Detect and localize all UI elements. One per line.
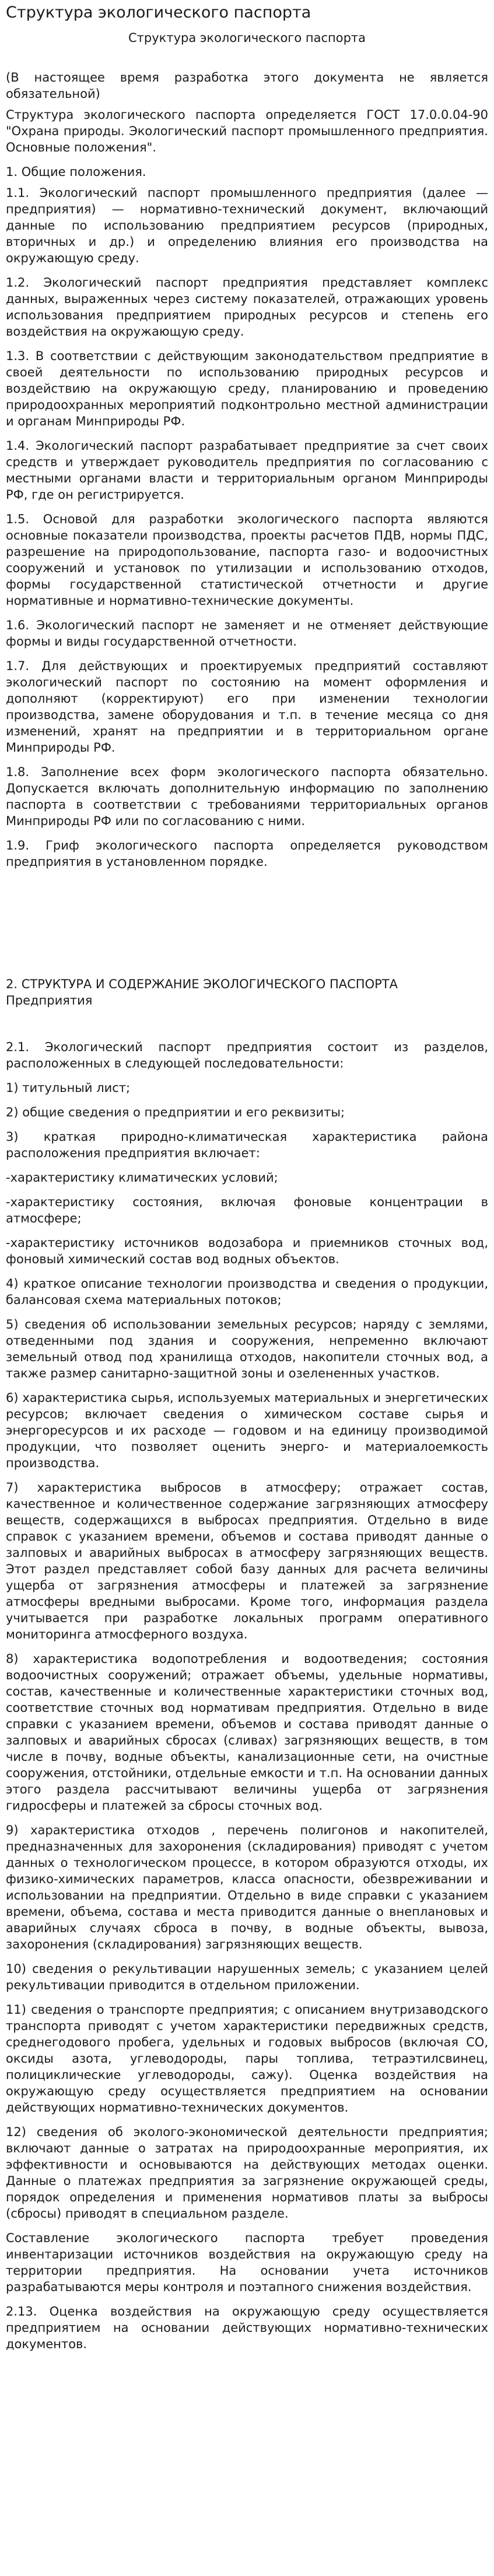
paragraph: 1.2. Экологический паспорт предприятия представляет комплекс данных, выраженных через систему показателей, отражающих уровень использования предприятием природных ресурсов и степень его воздействия на окружающую среду. bbox=[6, 276, 488, 339]
document-subtitle: Структура экологического паспорта bbox=[128, 31, 366, 45]
paragraph: 1.7. Для действующих и проектируемых предприятий составляют экологический паспорт по состоянию на момент оформления и дополняют (корректируют) его при изменении технологии производства, замене оборудования и т.п. в течение месяца со дня изменений, хранят на предприятии и в территориальном органе Минприроды РФ. bbox=[6, 659, 488, 755]
list-item: 6) характеристика сырья, используемых материальных и энергетических ресурсов; включает сведения о химическом составе сырья и энергоресурсов и их расходе — годовом и на единицу производимой продукции, что позволяет оценить энерго- и материалоемкость производства. bbox=[6, 1391, 488, 1470]
list-item: 8) характеристика водопотребления и водоотведения; состояния водоочистных сооружений; отражает объемы, удельные нормативы, состав, качественные и количественные характеристики сточных вод, соответствие сточных вод нормативам предприятия. Отдельно в виде справки с указанием времени, объемов и состава приводят данные о залповых и аварийных сбросах (сливах) загрязняющих веществ, в том числе в почву, водные объекты, канализационные сети, на очистные сооружения, отстойники, отдельные емкости и т.п. На основании данных этого раздела рассчитывают величины ущерба от загрязнения гидросферы и платежей за сбросы сточных вод. bbox=[6, 1652, 488, 1813]
section-heading: 1. Общие положения. bbox=[6, 165, 146, 179]
list-item: 7) характеристика выбросов в атмосферу; отражает состав, качественное и количественное содержание загрязняющих атмосферу веществ, содержащихся в выбросах предприятия. Отдельно в виде справок с указанием времени, объемов и состава приводят данные о залповых и аварийных выбросах в атмосферу загрязняющих веществ. Этот раздел представляет собой базу данных для расчета величины ущерба от загрязнения атмосферы и платежей за загрязнение атмосферы вредными выбросами. Кроме того, информация раздела учитывается при разработке локальных программ оперативного мониторинга атмосферного воздуха. bbox=[6, 1481, 488, 1641]
list-item: 11) сведения о транспорте предприятия; с описанием внутризаводского транспорта приводят с учетом характеристики передвижных средств, среднегодового пробега, удельных и годовых выбросов (включая СО, оксиды азота, углеводороды, пары топлива, тетраэтилсвинец, полициклические углеводороды, сажу). Оценка воздействия на окружающую среду осуществляется предприятием на основании действующих нормативно-технических документов. bbox=[6, 2003, 488, 2115]
paragraph: 1.8. Заполнение всех форм экологического паспорта обязательно. Допускается включать дополнительную информацию по заполнению паспорта в соответствии с требованиями территориальных органов Минприроды РФ или по согласованию с ними. bbox=[6, 765, 488, 828]
paragraph: (В настоящее время разработка этого документа не является обязательной) bbox=[6, 71, 488, 101]
list-item: 4) краткое описание технологии производства и сведения о продукции, балансовая схема материальных потоков; bbox=[6, 1277, 488, 1307]
list-item: -характеристику климатических условий; bbox=[6, 1171, 278, 1185]
list-item: 9) характеристика отходов , перечень полигонов и накопителей, предназначенных для захоронения (складирования) приводят с учетом данных о технологическом процессе, в котором образуются отходы, их физико-химических параметров, класса опасности, обезвреживании и использовании на предприятии. Отдельно в виде справки с указанием времени, объема, состава и места приводится данные о внеплановых и аварийных случаях сброса в почву, в водные объекты, вывоза, захоронения (складирования) загрязняющих веществ. bbox=[6, 1823, 488, 1951]
paragraph: 1.9. Гриф экологического паспорта определяется руководством предприятия в установленном порядке. bbox=[6, 838, 488, 869]
paragraph: 1.5. Основой для разработки экологического паспорта являются основные показатели производства, проекты расчетов ПДВ, нормы ПДС, разрешение на природопользование, паспорта газо- и водоочистных сооружений и установок по утилизации и использованию отходов, формы государственной статистической отчетности и другие нормативные и нормативно-технические документы. bbox=[6, 512, 488, 608]
page-title: Структура экологического паспорта bbox=[6, 3, 311, 22]
list-item: 12) сведения об эколого-экономической деятельности предприятия; включают данные о затратах на природоохранные мероприятия, их эффективности и основываются на действующих методах оценки. Данные о платежах предприятия за загрязнение окружающей среды, порядок определения и применения нормативов платы за выбросы (сбросы) приводят в специальном разделе. bbox=[6, 2125, 488, 2221]
section-general bbox=[6, 69, 488, 870]
paragraph: 1.6. Экологический паспорт не заменяет и не отменяет действующие формы и виды государственной отчетности. bbox=[6, 618, 488, 649]
list-item: 1) титульный лист; bbox=[6, 1081, 131, 1095]
paragraph: 1.1. Экологический паспорт промышленного предприятия (далее — предприятия) — нормативно-технический документ, включающий данные по использованию предприятием ресурсов (природных, вторичных и др.) и определению влияния его производства на окружающую среду. bbox=[6, 186, 488, 265]
blank-space bbox=[6, 878, 488, 976]
list-item: 10) сведения о рекультивации нарушенных земель; с указанием целей рекультивации приводится в отдельном приложении. bbox=[6, 1962, 488, 1992]
paragraph: 1.4. Экологический паспорт разрабатывает предприятие за счет своих средств и утверждает руководитель предприятия по согласованию с местными органами власти и территориальным органом Минприроды РФ, где он регистрируется. bbox=[6, 439, 488, 502]
paragraph: 1.3. В соответствии с действующим законодательством предприятие в своей деятельности по использованию природных ресурсов и воздействию на окружающую среду, планированию и проведению природоохранных мероприятий подконтрольно местной администрации и органам Минприроды РФ. bbox=[6, 349, 488, 428]
paragraph: Структура экологического паспорта определяется ГОСТ 17.0.0.04-90 "Охрана природы. Экологический паспорт промышленного предприятия. Основные положения". bbox=[6, 108, 488, 154]
list-item: 5) сведения об использовании земельных ресурсов; наряду с землями, отведенными под здания и сооружения, непременно включают земельный отвод под хранилища отходов, накопители сточных вод, а также размер санитарно-защитной зоны и озелененных участков. bbox=[6, 1317, 488, 1380]
paragraph: 2.1. Экологический паспорт предприятия состоит из разделов, расположенных в следующей последовательности: bbox=[6, 1040, 488, 1070]
section-heading: 2. СТРУКТУРА И СОДЕРЖАНИЕ ЭКОЛОГИЧЕСКОГО ПАСПОРТА Предприятия bbox=[6, 977, 398, 1007]
list-item: 2) общие сведения о предприятии и его реквизиты; bbox=[6, 1105, 345, 1119]
paragraph: 2.13. Оценка воздействия на окружающую среду осуществляется предприятием на основании действующих нормативно-технических документов. bbox=[6, 2304, 488, 2351]
list-item: 3) краткая природно-климатическая характеристика района расположения предприятия включает: bbox=[6, 1130, 488, 1160]
list-item: -характеристику источников водозабора и приемников сточных вод, фоновый химический состав вод водных объектов. bbox=[6, 1236, 488, 1266]
section-structure bbox=[6, 976, 488, 2352]
paragraph: Составление экологического паспорта требует проведения инвентаризации источников воздействия на окружающую среду на территории предприятия. На основании учета источников разрабатываются меры контроля и поэтапного снижения воздействия. bbox=[6, 2231, 488, 2294]
list-item: -характеристику состояния, включая фоновые концентрации в атмосфере; bbox=[6, 1195, 488, 1225]
